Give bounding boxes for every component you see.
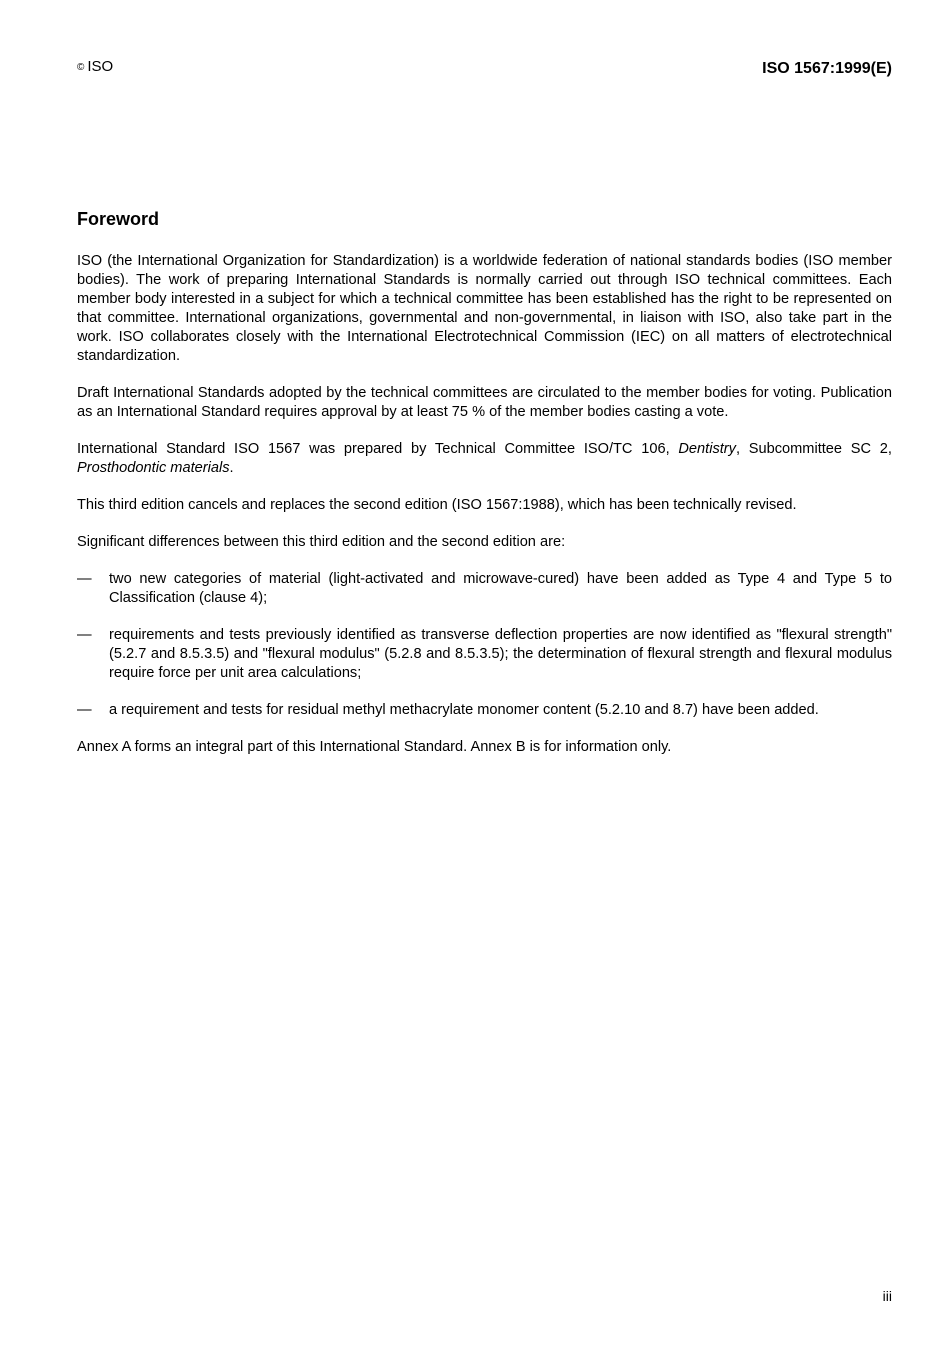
paragraph-differences-intro: Significant differences between this third edition and the second edition are: bbox=[77, 534, 566, 550]
differences-list bbox=[77, 570, 892, 720]
paragraph-draft-standards: Draft International Standards adopted by the technical committees are circulated to the member bodies for voting. Publication as an International Standard requires approval by at least 75 % of the member bodies casting a vote. bbox=[77, 385, 892, 420]
list-item-text: a requirement and tests for residual methyl methacrylate monomer content (5.2.10 and 8.7) have been added. bbox=[109, 702, 819, 718]
paragraph-annexes: Annex A forms an integral part of this International Standard. Annex B is for information only. bbox=[77, 739, 672, 755]
preparation-text-3: . bbox=[229, 460, 234, 476]
foreword-section bbox=[77, 207, 892, 775]
copyright-notice bbox=[77, 58, 113, 77]
paragraph-edition: This third edition cancels and replaces the second edition (ISO 1567:1988), which has been technically revised. bbox=[77, 497, 797, 513]
list-item bbox=[77, 701, 892, 720]
paragraph-preparation bbox=[77, 440, 892, 478]
dash-bullet: — bbox=[77, 702, 92, 718]
subcommittee-subject: Prosthodontic materials bbox=[77, 460, 230, 476]
paragraph-iso-overview: ISO (the International Organization for Standardization) is a worldwide federation of national standards bodies (ISO member bodies). The work of preparing International Standards is normally carried out through ISO technical committees. Each member body interested in a subject for which a technical committee has been established has the right to be represented on that committee. International organizations, governmental and non-governmental, in liaison with ISO, also take part in the work. ISO collaborates closely with the International Electrotechnical Commission (IEC) on all matters of electrotechnical standardization. bbox=[77, 253, 892, 364]
document-id: ISO 1567:1999(E) bbox=[762, 60, 892, 77]
list-item-text: two new categories of material (light-activated and microwave-cured) have been added as Type 4 and Type 5 to Classification (clause 4); bbox=[109, 571, 892, 606]
section-title: Foreword bbox=[77, 209, 160, 229]
preparation-text-1: International Standard ISO 1567 was prepared by Technical Committee ISO/TC 106, bbox=[77, 441, 679, 457]
list-item bbox=[77, 570, 892, 608]
committee-subject: Dentistry bbox=[678, 441, 736, 457]
preparation-text-2: , Subcommittee SC 2, bbox=[735, 441, 892, 457]
page-number: iii bbox=[882, 1288, 892, 1304]
dash-bullet: — bbox=[77, 627, 92, 643]
copyright-symbol: © bbox=[77, 62, 85, 73]
dash-bullet: — bbox=[77, 571, 92, 587]
copyright-owner: ISO bbox=[87, 58, 114, 75]
list-item-text: requirements and tests previously identified as transverse deflection properties are now identified as "flexural strength" (5.2.7 and 8.5.3.5) and "flexural modulus" (5.2.8 and 8.5.3.5); the determination of flexural strength and flexural modulus require force per unit area calculations; bbox=[109, 627, 892, 681]
list-item bbox=[77, 626, 892, 683]
